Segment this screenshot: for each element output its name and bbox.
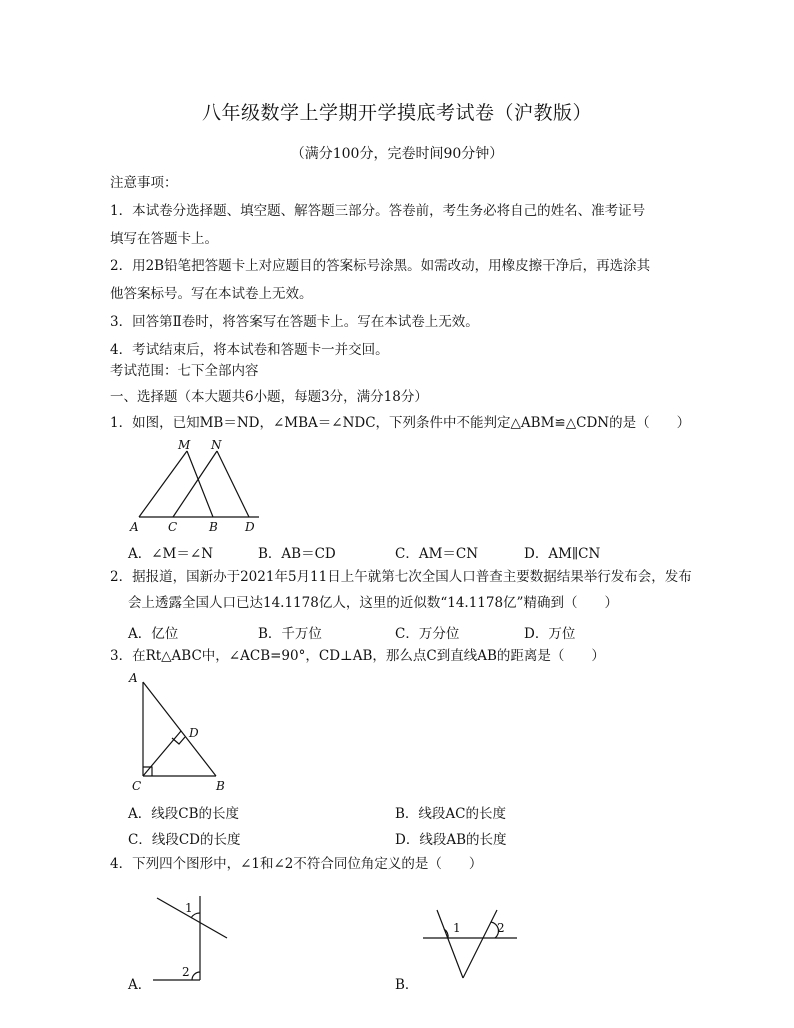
q3-option-a[interactable]: A．线段CB的长度 xyxy=(128,806,239,822)
q1-label-d: D xyxy=(245,520,255,534)
q4-stem: 4．下列四个图形中，∠1和∠2不符合同位角定义的是（ ） xyxy=(110,856,483,872)
q4-figure-a xyxy=(145,890,245,990)
q1-label-c: C xyxy=(168,520,178,534)
q1-line-nd xyxy=(217,451,249,517)
notice-heading: 注意事项： xyxy=(110,175,178,191)
q3-label-a: A xyxy=(129,671,138,685)
q3-option-c[interactable]: C．线段CD的长度 xyxy=(128,832,241,848)
q2-option-d[interactable]: D．万位 xyxy=(524,626,576,642)
q3-option-d[interactable]: D．线段AB的长度 xyxy=(395,832,507,848)
q2-option-c[interactable]: C．万分位 xyxy=(395,626,460,642)
notice-item-1-line-2: 填写在答题卡上。 xyxy=(110,231,218,247)
q3-label-b: B xyxy=(216,779,225,793)
q1-label-m: M xyxy=(178,438,191,452)
q4a-label-2: 2 xyxy=(182,965,190,979)
q1-option-a[interactable]: A．∠M＝∠N xyxy=(128,546,214,562)
q1-label-b: B xyxy=(209,520,218,534)
section-1-heading: 一、选择题（本大题共6小题，每题3分，满分18分） xyxy=(110,389,428,405)
q4-option-b[interactable]: B． xyxy=(395,977,419,993)
q1-stem: 1．如图，已知MB＝ND，∠MBA＝∠NDC，下列条件中不能判定△ABM≌△CDN的是（ ） xyxy=(110,415,691,431)
q3-right-angle-d xyxy=(172,737,185,744)
q1-figure xyxy=(125,437,275,537)
notice-item-4: 4．考试结束后，将本试卷和答题卡一并交回。 xyxy=(110,342,389,358)
page-subtitle: （满分100分，完卷时间90分钟） xyxy=(290,146,504,162)
notice-item-2-line-2: 他答案标号。写在本试卷上无效。 xyxy=(110,286,313,302)
q1-option-b[interactable]: B．AB＝CD xyxy=(258,546,336,562)
notice-item-3: 3．回答第Ⅱ卷时，将答案写在答题卡上。写在本试卷上无效。 xyxy=(110,314,479,330)
notice-item-1-line-1: 1．本试卷分选择题、填空题、解答题三部分。答卷前，考生务必将自己的姓名、准考证号 xyxy=(110,203,646,219)
q2-line-2: 会上透露全国人口已达14.1178亿人，这里的近似数“14.1178亿”精确到（ ） xyxy=(128,595,618,611)
q4b-right-line xyxy=(463,910,497,978)
q3-line-cd xyxy=(143,731,181,776)
q4a-label-1: 1 xyxy=(185,901,193,915)
q3-label-d: D xyxy=(189,726,199,740)
q4a-angle-2-arc xyxy=(192,972,200,980)
q4-option-a[interactable]: A． xyxy=(128,977,152,993)
exam-scope: 考试范围：七下全部内容 xyxy=(110,363,259,379)
q4b-label-1: 1 xyxy=(453,921,461,935)
q2-line-1: 2．据报道，国新办于2021年5月11日上午就第七次全国人口普查主要数据结果举行发布会，发布 xyxy=(110,569,692,585)
q4b-label-2: 2 xyxy=(497,921,505,935)
notice-item-2-line-1: 2．用2B铅笔把答题卡上对应题目的答案标号涂黑。如需改动，用橡皮擦干净后，再选涂其 xyxy=(110,258,651,274)
q4-figure-b xyxy=(415,900,525,990)
q1-label-a: A xyxy=(130,520,139,534)
q3-figure xyxy=(122,668,242,798)
q2-option-a[interactable]: A．亿位 xyxy=(128,626,179,642)
q2-option-b[interactable]: B．千万位 xyxy=(258,626,322,642)
q1-option-c[interactable]: C．AM＝CN xyxy=(395,546,479,562)
q3-option-b[interactable]: B．线段AC的长度 xyxy=(395,806,506,822)
q1-option-d[interactable]: D．AM∥CN xyxy=(524,546,601,562)
q1-label-n: N xyxy=(211,438,222,452)
page-title: 八年级数学上学期开学摸底考试卷（沪教版） xyxy=(201,102,592,124)
q3-label-c: C xyxy=(132,779,142,793)
q3-stem: 3．在Rt△ABC中，∠ACB=90°，CD⊥AB，那么点C到直线AB的距离是（ ） xyxy=(110,648,605,664)
q3-line-ab xyxy=(143,682,216,776)
q1-line-mb xyxy=(187,451,213,517)
